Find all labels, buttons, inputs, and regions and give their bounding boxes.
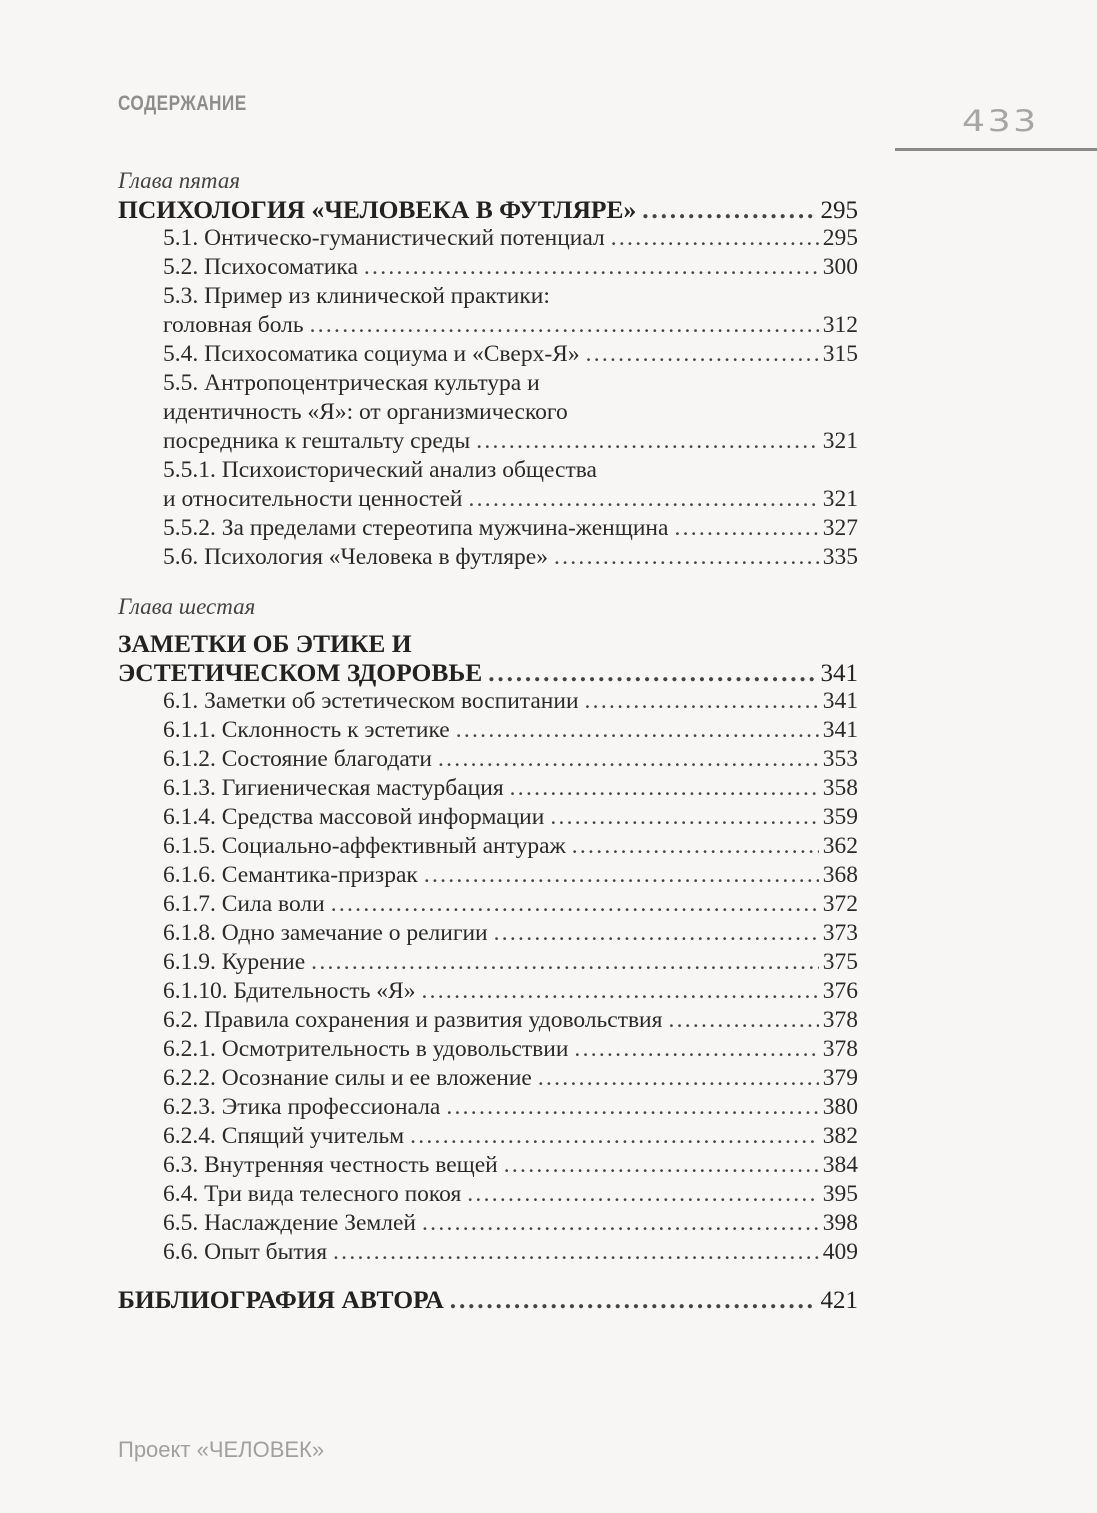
leader-dots <box>310 311 819 340</box>
toc-entry[interactable] <box>118 890 858 919</box>
leader-dots <box>422 1209 819 1238</box>
toc-entry[interactable] <box>118 224 858 253</box>
toc-title: 6.2.2. Осознание силы и ее вложение <box>163 1065 532 1091</box>
toc-page: 409 <box>822 1239 858 1265</box>
toc-entry[interactable] <box>118 427 858 456</box>
toc-title: 5.6. Психология «Человека в футляре» <box>163 544 548 570</box>
toc-title: 6.1.9. Курение <box>163 949 306 975</box>
toc-title: 6.1.1. Склонность к эстетике <box>163 717 450 743</box>
chapter-label: Глава шестая <box>118 594 256 619</box>
leader-dots <box>550 803 818 832</box>
toc-page: 321 <box>822 486 858 512</box>
leader-dots <box>494 919 819 948</box>
leader-dots <box>554 543 819 572</box>
toc-page: 341 <box>822 717 858 743</box>
toc-entry[interactable] <box>118 774 858 803</box>
toc-title: 5.2. Психосоматика <box>163 254 358 280</box>
toc-title: 6.1.2. Состояние благодати <box>163 746 432 772</box>
toc-title: 6.1.6. Семантика-призрак <box>163 862 418 888</box>
toc-entry[interactable] <box>118 340 858 369</box>
toc-title: 6.1.8. Одно замечание о религии <box>163 920 488 946</box>
page-number: 433 <box>962 104 1039 138</box>
toc-page: 300 <box>822 254 858 280</box>
toc-title: 6.1. Заметки об эстетическом воспитании <box>163 688 579 714</box>
leader-dots <box>538 1064 819 1093</box>
toc-title: 5.1. Онтическо-гуманистический потенциал <box>163 225 605 251</box>
leader-dots <box>410 1122 819 1151</box>
toc-chapter-heading[interactable] <box>118 658 858 687</box>
toc-entry[interactable] <box>118 543 858 572</box>
toc-page: 398 <box>822 1210 858 1236</box>
leader-dots <box>311 948 819 977</box>
toc-entry[interactable] <box>118 253 858 282</box>
toc-bibliography[interactable] <box>118 1285 858 1314</box>
leader-dots <box>331 890 819 919</box>
running-head: СОДЕРЖАНИЕ <box>118 92 247 115</box>
toc-page: 353 <box>822 746 858 772</box>
chapter-label: Глава пятая <box>118 168 241 193</box>
toc-title: 6.2.3. Этика профессионала <box>163 1094 441 1120</box>
toc-page: 362 <box>822 833 858 859</box>
toc-page: 421 <box>820 1287 858 1314</box>
toc-entry[interactable] <box>118 1006 858 1035</box>
leader-dots <box>572 832 819 861</box>
spacer <box>118 621 858 629</box>
toc-title: 6.5. Наслаждение Землей <box>163 1210 417 1236</box>
toc-title: 5.4. Психосоматика социума и «Сверх-Я» <box>163 341 580 367</box>
toc-entry[interactable] <box>118 745 858 774</box>
leader-dots <box>438 745 819 774</box>
toc-page: 315 <box>822 341 858 367</box>
toc-page: 321 <box>822 428 858 454</box>
leader-dots <box>476 427 819 456</box>
toc-page: 376 <box>822 978 858 1004</box>
toc-entry-line[interactable]: 5.5. Антропоцентрическая культура и <box>163 370 540 396</box>
toc-entry[interactable] <box>118 1093 858 1122</box>
toc-entry[interactable] <box>118 1151 858 1180</box>
toc-entry-line[interactable]: идентичность «Я»: от организмического <box>163 399 568 425</box>
toc-page: 341 <box>820 660 858 687</box>
toc-title: и относительности ценностей <box>163 486 463 512</box>
toc-entry[interactable] <box>118 716 858 745</box>
toc-page: 327 <box>822 515 858 541</box>
leader-dots <box>574 1035 818 1064</box>
toc-title: 6.1.3. Гигиеническая мастурбация <box>163 775 504 801</box>
toc-page: 335 <box>822 544 858 570</box>
leader-dots <box>364 253 819 282</box>
table-of-contents <box>118 166 858 1314</box>
leader-dots <box>510 774 819 803</box>
toc-page: 359 <box>822 804 858 830</box>
leader-dots <box>446 1093 818 1122</box>
toc-page: 379 <box>822 1065 858 1091</box>
leader-dots <box>674 514 818 543</box>
toc-entry[interactable] <box>118 1209 858 1238</box>
leader-dots <box>333 1238 819 1267</box>
toc-chapter-heading[interactable] <box>118 195 858 224</box>
leader-dots <box>456 716 819 745</box>
spacer <box>118 1267 858 1285</box>
toc-title: 6.1.4. Средства массовой информации <box>163 804 545 830</box>
toc-title: 6.1.5. Социально-аффективный антураж <box>163 833 566 859</box>
toc-page: 373 <box>822 920 858 946</box>
leader-dots <box>668 1006 818 1035</box>
toc-entry[interactable] <box>118 1238 858 1267</box>
toc-page: 312 <box>822 312 858 338</box>
leader-dots <box>421 977 818 1006</box>
leader-dots <box>469 485 819 514</box>
footer-series-title: Проект «ЧЕЛОВЕК» <box>118 1437 325 1462</box>
toc-page: 380 <box>822 1094 858 1120</box>
toc-entry[interactable] <box>118 948 858 977</box>
leader-dots <box>586 340 819 369</box>
toc-title: 6.1.10. Бдительность «Я» <box>163 978 416 1004</box>
leader-dots <box>467 1180 818 1209</box>
toc-page: 341 <box>822 688 858 714</box>
toc-entry[interactable] <box>118 687 858 716</box>
toc-page: 368 <box>822 862 858 888</box>
toc-chapter-heading-line[interactable]: ЗАМЕТКИ ОБ ЭТИКЕ И <box>118 629 412 658</box>
toc-entry[interactable] <box>118 514 858 543</box>
toc-entry[interactable] <box>118 832 858 861</box>
toc-page: 295 <box>820 197 858 224</box>
leader-dots <box>504 1151 819 1180</box>
toc-title: 5.5.2. За пределами стереотипа мужчина-женщина <box>163 515 669 541</box>
toc-page: 382 <box>822 1123 858 1149</box>
header-rule <box>895 148 1097 151</box>
toc-entry[interactable] <box>118 1180 858 1209</box>
toc-page: 395 <box>822 1181 858 1207</box>
toc-entry[interactable] <box>118 1035 858 1064</box>
toc-entry-line[interactable]: 5.5.1. Психоисторический анализ общества <box>163 457 597 483</box>
leader-dots <box>585 687 819 716</box>
toc-entry[interactable] <box>118 1064 858 1093</box>
toc-entry[interactable] <box>118 803 858 832</box>
toc-page: 378 <box>822 1036 858 1062</box>
toc-page: 378 <box>822 1007 858 1033</box>
toc-title: БИБЛИОГРАФИЯ АВТОРА <box>118 1285 444 1314</box>
toc-title: ПСИХОЛОГИЯ «ЧЕЛОВЕКА В ФУТЛЯРЕ» <box>118 195 637 224</box>
toc-title: 6.1.7. Сила воли <box>163 891 325 917</box>
toc-entry[interactable] <box>118 919 858 948</box>
toc-entry[interactable] <box>118 1122 858 1151</box>
toc-title: 6.2. Правила сохранения и развития удовольствия <box>163 1007 663 1033</box>
toc-title: 6.3. Внутренняя честность вещей <box>163 1152 498 1178</box>
toc-title: 6.4. Три вида телесного покоя <box>163 1181 462 1207</box>
toc-title: головная боль <box>163 312 304 338</box>
toc-title: 6.2.4. Спящий учительм <box>163 1123 405 1149</box>
toc-entry-line[interactable]: 5.3. Пример из клинической практики: <box>163 283 550 309</box>
leader-dots <box>611 224 819 253</box>
toc-entry[interactable] <box>118 311 858 340</box>
leader-dots <box>642 195 816 224</box>
toc-page: 358 <box>822 775 858 801</box>
leader-dots <box>450 1285 817 1314</box>
spacer <box>118 572 858 592</box>
toc-page: 295 <box>822 225 858 251</box>
toc-entry[interactable] <box>118 861 858 890</box>
toc-title: ЭСТЕТИЧЕСКОМ ЗДОРОВЬЕ <box>118 658 483 687</box>
toc-title: посредника к гештальту среды <box>163 428 471 454</box>
toc-title: 6.2.1. Осмотрительность в удовольствии <box>163 1036 569 1062</box>
toc-page: 372 <box>822 891 858 917</box>
toc-entry[interactable] <box>118 485 858 514</box>
leader-dots <box>488 658 816 687</box>
toc-title: 6.6. Опыт бытия <box>163 1239 328 1265</box>
toc-entry[interactable] <box>118 977 858 1006</box>
toc-page: 384 <box>822 1152 858 1178</box>
toc-page: 375 <box>822 949 858 975</box>
leader-dots <box>424 861 819 890</box>
